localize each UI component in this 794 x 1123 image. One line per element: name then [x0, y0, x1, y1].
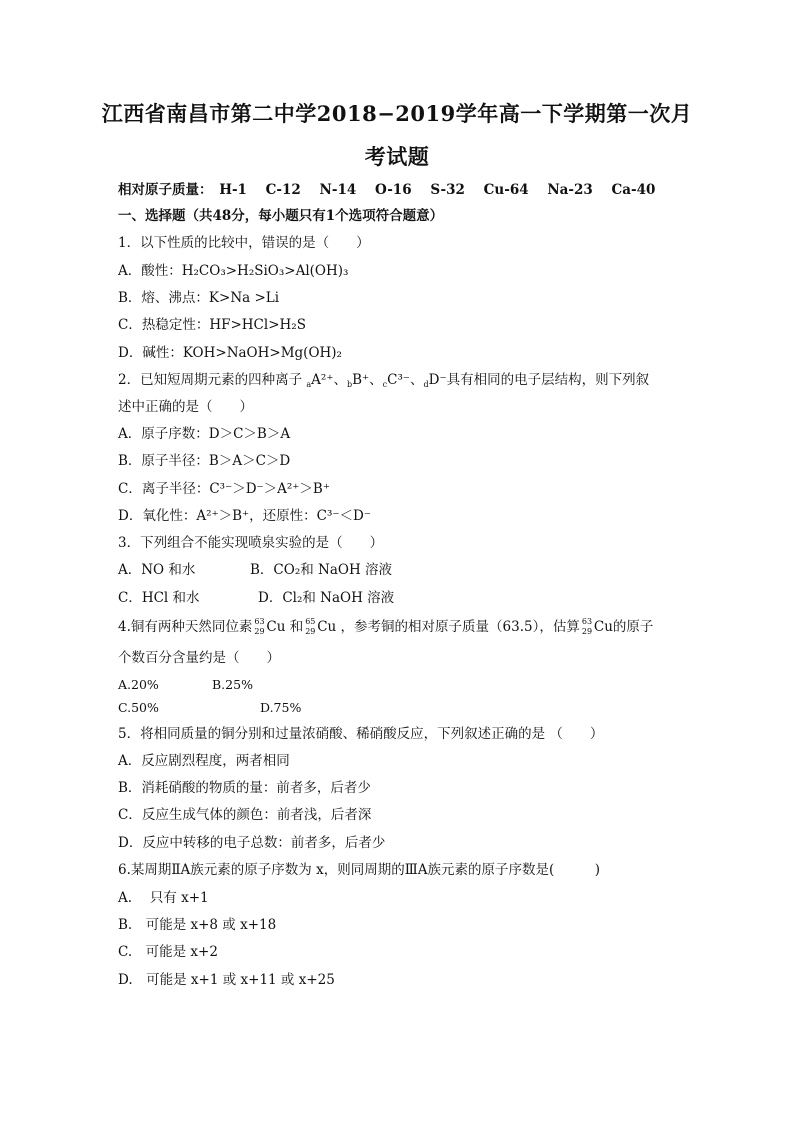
- atomic-mass-item: S-32: [430, 182, 465, 198]
- question-5-stem: 5．将相同质量的铜分别和过量浓硝酸、稀硝酸反应，下列叙述正确的是 （ ）: [118, 726, 604, 742]
- atomic-mass-item: Cu-64: [483, 182, 529, 198]
- question-3-stem: 3．下列组合不能实现喷泉实验的是（ ）: [118, 535, 384, 551]
- question-3-option-a: A．NO 和水: [118, 562, 196, 578]
- question-2-stem-prefix: 2．已知短周期元素的四种离子: [118, 372, 307, 388]
- ion-a: A²⁺、: [311, 372, 347, 388]
- question-5-option-a: A．反应剧烈程度，两者相同: [118, 753, 290, 769]
- question-1-option-a: A．酸性：H₂CO₃>H₂SiO₃>Al(OH)₃: [118, 263, 349, 279]
- ion-c: C³⁻、: [387, 372, 424, 388]
- question-5-option-d: D．反应中转移的电子总数：前者多，后者少: [118, 835, 386, 851]
- atomic-mass-line: [118, 181, 669, 199]
- question-1-option-c: C．热稳定性：HF>HCl>H₂S: [118, 317, 306, 333]
- question-6-option-a: A. 只有 x+1: [118, 890, 209, 906]
- question-4-stem-part3: ，参考铜的相对原子质量（63.5），估算: [336, 619, 580, 635]
- question-2-option-a: A．原子序数：D＞C＞B＞A: [118, 426, 291, 442]
- question-2-stem-line2: 述中正确的是（ ）: [118, 399, 253, 415]
- atomic-mass-item: H-1: [219, 182, 247, 198]
- question-6-option-c: C. 可能是 x+2: [118, 944, 218, 960]
- element-symbol: Cu: [317, 619, 337, 635]
- ion-b-prefix: b: [346, 380, 353, 389]
- element-symbol: Cu: [593, 619, 613, 635]
- exam-title-line1: 江西省南昌市第二中学2018−2019学年高一下学期第一次月: [101, 101, 693, 126]
- question-2-option-b: B．原子半径：B＞A＞C＞D: [118, 453, 291, 469]
- question-6-option-b: B. 可能是 x+8 或 x+18: [118, 917, 277, 933]
- atomic-mass-item: O-16: [374, 182, 412, 198]
- question-4-option-a: A.20%: [118, 677, 159, 692]
- atomic-number: 29: [254, 626, 265, 636]
- atomic-number: 29: [305, 626, 316, 636]
- mass-number: 63: [581, 616, 593, 626]
- question-4-stem-part1: 4.铜有两种天然同位素: [118, 619, 253, 635]
- question-6-option-d: D. 可能是 x+1 或 x+11 或 x+25: [118, 972, 335, 988]
- question-3-option-c: C．HCl 和水: [118, 590, 200, 606]
- question-4-stem-part4: 的原子: [612, 619, 654, 635]
- question-4-stem: [118, 618, 653, 637]
- question-6-stem: 6.某周期ⅡA族元素的原子序数为 x，则同周期的ⅢA族元素的原子序数是( ): [118, 862, 601, 878]
- question-4-option-b: B.25%: [212, 677, 253, 692]
- question-2-option-d: D．氧化性：A²⁺＞B⁺，还原性：C³⁻＜D⁻: [118, 508, 371, 524]
- ion-c-prefix: c: [382, 380, 388, 389]
- question-3-option-d: D．Cl₂和 NaOH 溶液: [258, 590, 395, 606]
- question-5-option-b: B．消耗硝酸的物质的量：前者多，后者少: [118, 780, 371, 796]
- question-3-option-b: B．CO₂和 NaOH 溶液: [250, 562, 393, 578]
- question-4-stem-part2: 和: [285, 619, 304, 635]
- question-1-option-b: B．熔、沸点：K>Na >Li: [118, 290, 280, 306]
- question-2-option-c: C．离子半径：C³⁻＞D⁻＞A²⁺＞B⁺: [118, 481, 330, 497]
- question-4-option-d: D.75%: [260, 700, 302, 715]
- question-4-option-c: C.50%: [118, 700, 159, 715]
- exam-title-line2: 考试题: [364, 144, 430, 169]
- mass-number: 63: [254, 616, 265, 626]
- atomic-number: 29: [581, 626, 593, 636]
- question-1-stem: 1．以下性质的比较中，错误的是（ ）: [118, 235, 370, 251]
- question-5-option-c: C．反应生成气体的颜色：前者浅，后者深: [118, 807, 372, 823]
- isotope-cu63-notation: [580, 616, 594, 637]
- atomic-mass-item: Na-23: [547, 182, 593, 198]
- ion-a-prefix: a: [306, 380, 312, 389]
- isotope-cu63-notation: [252, 616, 266, 637]
- atomic-mass-item: Ca-40: [611, 182, 656, 198]
- question-1-option-d: D．碱性：KOH>NaOH>Mg(OH)₂: [118, 345, 342, 361]
- question-2-stem: [118, 371, 649, 394]
- atomic-mass-item: N-14: [319, 182, 357, 198]
- atomic-mass-item: C-12: [265, 182, 301, 198]
- question-4-stem-line2: 个数百分含量约是（ ）: [118, 650, 280, 666]
- ion-d: D⁻具有相同的电子层结构，则下列叙: [428, 372, 650, 388]
- section-heading: 一、选择题（共48分，每小题只有1个选项符合题意）: [118, 208, 444, 224]
- atomic-mass-label: 相对原子质量：: [118, 182, 213, 198]
- element-symbol: Cu: [266, 619, 286, 635]
- mass-number: 65: [305, 616, 316, 626]
- ion-b: B⁺、: [352, 372, 383, 388]
- isotope-cu65-notation: [303, 616, 317, 637]
- ion-d-prefix: d: [423, 380, 429, 389]
